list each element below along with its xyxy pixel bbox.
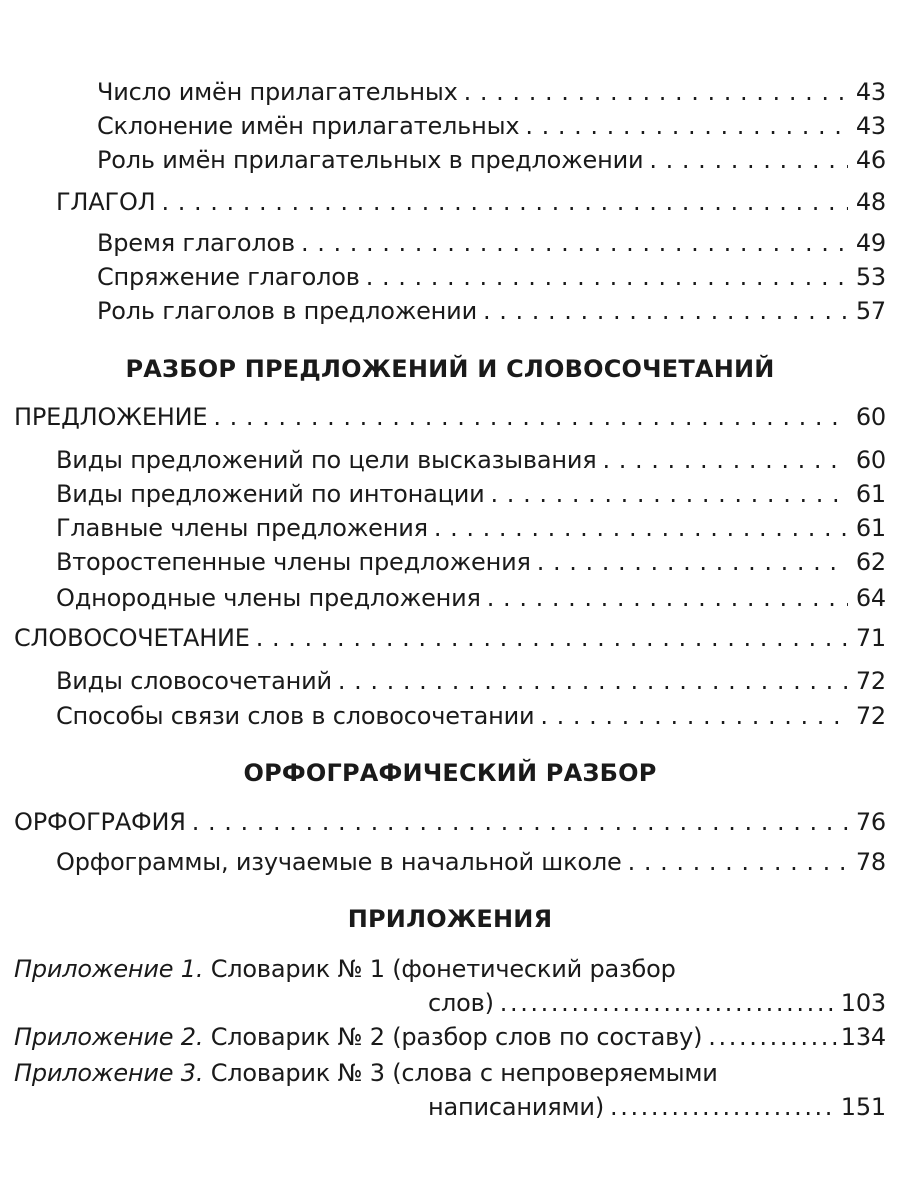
appendix-label: Приложение 2.	[14, 1023, 204, 1051]
toc-entry-page: 71	[855, 624, 886, 652]
toc-entry-title: Виды словосочетаний	[56, 667, 332, 695]
toc-entry-title	[14, 1020, 702, 1054]
toc-entry-page: 57	[855, 297, 886, 325]
toc-entry-page: 46	[855, 146, 886, 174]
toc-entry-title: ГЛАГОЛ	[56, 188, 156, 216]
dot-leader	[338, 664, 848, 698]
toc-entry-page: 60	[855, 403, 886, 431]
section-heading-appendices: ПРИЛОЖЕНИЯ	[347, 905, 553, 933]
toc-entry-title: ОРФОГРАФИЯ	[14, 808, 186, 836]
section-heading-orthography: ОРФОГРАФИЧЕСКИЙ РАЗБОР	[243, 759, 657, 787]
toc-entry-title: ПРЕДЛОЖЕНИЕ	[14, 403, 208, 431]
toc-entry[interactable]	[56, 664, 886, 698]
toc-entry-page: 61	[855, 480, 886, 508]
appendix-label: Приложение 3.	[14, 1059, 204, 1087]
toc-entry-page: 78	[855, 848, 886, 876]
toc-entry[interactable]	[56, 443, 886, 477]
toc-entry-title: Роль имён прилагательных в предложении	[97, 146, 644, 174]
toc-entry-page: 103	[840, 989, 886, 1017]
dot-leader	[603, 443, 849, 477]
appendix-title: Словарик № 2 (разбор слов по составу)	[203, 1023, 703, 1051]
dot-leader	[487, 581, 848, 615]
toc-entry-page: 72	[855, 702, 886, 730]
dot-leader	[301, 226, 848, 260]
toc-entry[interactable]	[56, 845, 886, 879]
toc-chapter-sentence[interactable]	[14, 400, 886, 434]
appendix-2[interactable]	[14, 1020, 886, 1054]
toc-entry-page: 48	[855, 188, 886, 216]
toc-entry-page: 60	[855, 446, 886, 474]
appendix-title: Словарик № 3 (слова с непроверяемыми	[203, 1059, 718, 1087]
toc-entry-title: Число имён прилагательных	[97, 78, 458, 106]
toc-entry-title: Орфограммы, изучаемые в начальной школе	[56, 848, 622, 876]
dot-leader	[483, 294, 848, 328]
dot-leader	[192, 805, 848, 839]
toc-entry-title: написаниями)	[428, 1093, 604, 1121]
dot-leader	[491, 477, 848, 511]
toc-entry-page: 61	[855, 514, 886, 542]
dot-leader	[537, 545, 848, 579]
toc-chapter-orthography[interactable]	[14, 805, 886, 839]
dot-leader	[500, 986, 837, 1020]
dot-leader	[213, 400, 848, 434]
toc-entry-title: Спряжение глаголов	[97, 263, 360, 291]
section-heading-syntax: РАЗБОР ПРЕДЛОЖЕНИЙ И СЛОВОСОЧЕТАНИЙ	[125, 355, 775, 383]
toc-entry-title: Роль глаголов в предложении	[97, 297, 477, 325]
toc-entry[interactable]	[97, 260, 886, 294]
toc-entry-title: Второстепенные члены предложения	[56, 548, 531, 576]
toc-entry-title: Время глаголов	[97, 229, 295, 257]
appendix-1-line1[interactable]	[14, 952, 676, 986]
appendix-title: Словарик № 1 (фонетический разбор	[203, 955, 676, 983]
toc-chapter-verb[interactable]	[56, 185, 886, 219]
appendix-3-line1[interactable]	[14, 1056, 718, 1090]
toc-entry-page: 72	[855, 667, 886, 695]
dot-leader	[610, 1090, 837, 1124]
toc-entry-page: 43	[855, 112, 886, 140]
toc-entry[interactable]	[97, 75, 886, 109]
toc-chapter-phrase[interactable]	[14, 621, 886, 655]
toc-entry-page: 49	[855, 229, 886, 257]
toc-entry[interactable]	[56, 581, 886, 615]
dot-leader	[161, 185, 848, 219]
toc-entry-page: 151	[840, 1093, 886, 1121]
toc-entry-page: 53	[855, 263, 886, 291]
dot-leader	[366, 260, 848, 294]
toc-entry-title: слов)	[428, 989, 494, 1017]
toc-entry-page: 43	[855, 78, 886, 106]
toc-entry[interactable]	[56, 699, 886, 733]
toc-entry-title: Виды предложений по интонации	[56, 480, 485, 508]
toc-entry-title: Способы связи слов в словосочетании	[56, 702, 535, 730]
dot-leader	[434, 511, 848, 545]
toc-entry[interactable]	[56, 511, 886, 545]
toc-entry[interactable]	[56, 545, 886, 579]
toc-entry-title: Главные члены предложения	[56, 514, 428, 542]
toc-entry-title: Склонение имён прилагательных	[97, 112, 520, 140]
toc-entry[interactable]	[97, 143, 886, 177]
dot-leader	[628, 845, 848, 879]
appendix-3-line2[interactable]	[428, 1090, 886, 1124]
toc-entry-page: 64	[855, 584, 886, 612]
toc-entry-title: СЛОВОСОЧЕТАНИЕ	[14, 624, 250, 652]
appendix-label: Приложение 1.	[14, 955, 204, 983]
toc-entry-page: 134	[840, 1023, 886, 1051]
toc-entry[interactable]	[97, 294, 886, 328]
dot-leader	[649, 143, 848, 177]
toc-entry-page: 62	[855, 548, 886, 576]
dot-leader	[525, 109, 848, 143]
dot-leader	[708, 1020, 837, 1054]
toc-entry-title: Виды предложений по цели высказывания	[56, 446, 597, 474]
toc-entry[interactable]	[56, 477, 886, 511]
dot-leader	[540, 699, 848, 733]
dot-leader	[464, 75, 848, 109]
toc-entry-page: 76	[855, 808, 886, 836]
toc-entry[interactable]	[97, 109, 886, 143]
appendix-1-line2[interactable]	[428, 986, 886, 1020]
toc-entry[interactable]	[97, 226, 886, 260]
dot-leader	[256, 621, 848, 655]
toc-entry-title: Однородные члены предложения	[56, 584, 481, 612]
